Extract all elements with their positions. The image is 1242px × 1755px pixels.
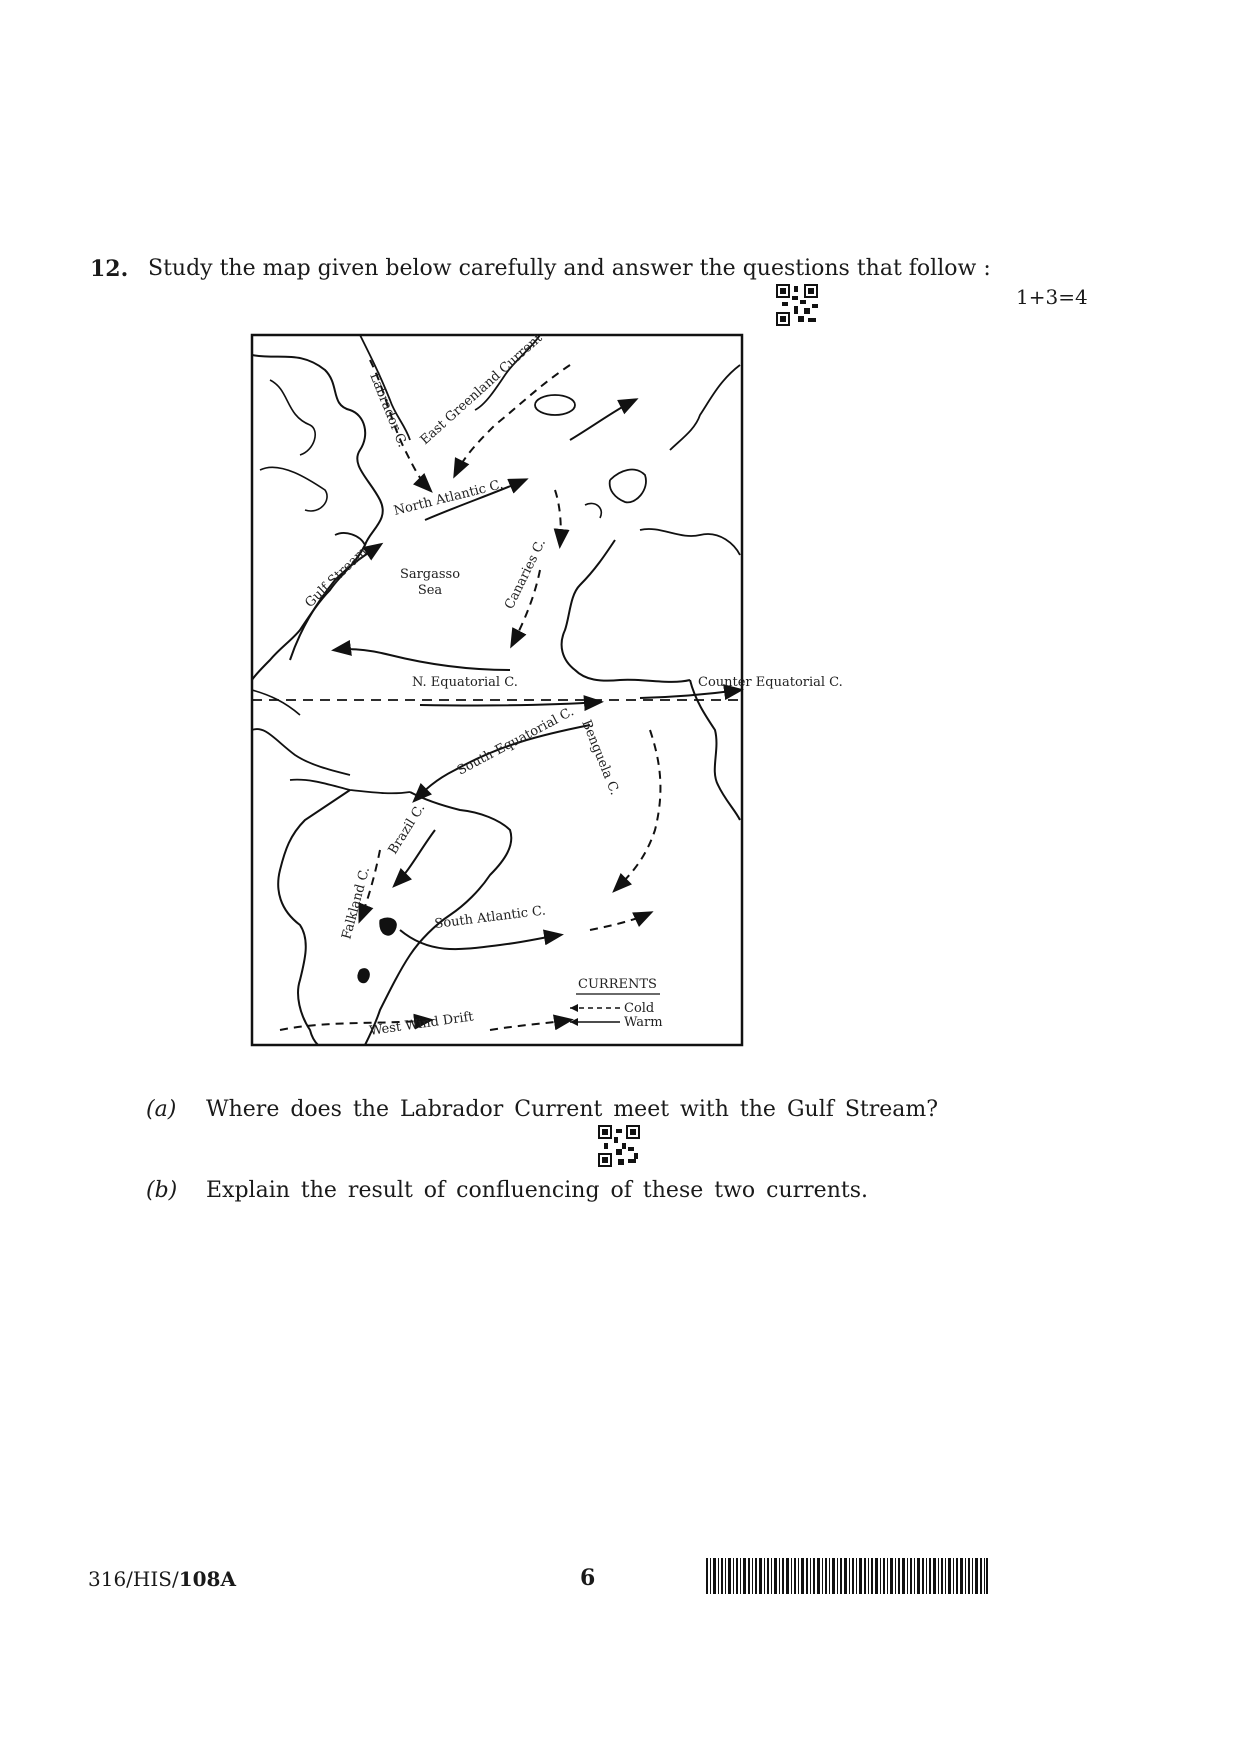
- subquestion-a: [146, 1097, 986, 1127]
- subquestion-a-label: (a): [146, 1097, 177, 1122]
- map-legend: [570, 977, 663, 1030]
- labrador-label: Labrador C.: [366, 370, 410, 450]
- n-equatorial-arrow: [335, 649, 510, 670]
- ocean-currents-map: [240, 330, 955, 1050]
- benguela-label: Benguela C.: [578, 717, 623, 798]
- map-frame: [252, 335, 742, 1045]
- paper-code-prefix: 316/HIS/: [88, 1567, 179, 1591]
- counter-equatorial-arrow: [420, 702, 600, 706]
- south-equatorial-arrow: [415, 725, 590, 800]
- legend-warm-label: Warm: [624, 1015, 663, 1030]
- africa-south-coast: [690, 680, 740, 820]
- subquestion-a-text: Where does the Labrador Current meet with the Gulf Stream?: [206, 1097, 939, 1122]
- sargasso-label-line2: Sea: [417, 583, 443, 598]
- east-greenland-label: East Greenland Current: [417, 330, 546, 448]
- legend-cold-label: Cold: [624, 1001, 655, 1016]
- north-atlantic-label: North Atlantic C.: [392, 477, 505, 519]
- marks-allocation: 1+3=4: [1016, 285, 1088, 309]
- question-text: Study the map given below carefully and answer the questions that follow :: [148, 256, 991, 281]
- west-wind-drift-arrow-2: [490, 1020, 570, 1030]
- south-america-west-coast: [278, 790, 350, 1045]
- qr-code-icon: [598, 1125, 640, 1167]
- brazil-label: Brazil C.: [385, 801, 429, 858]
- east-greenland-arrow: [455, 365, 570, 475]
- subquestion-b-label: (b): [146, 1178, 178, 1203]
- benguela-arrow: [615, 730, 660, 890]
- canaries-label: Canaries C.: [502, 536, 550, 612]
- sargasso-label-line1: Sargasso: [399, 567, 461, 582]
- south-atlantic-arrow-2: [590, 913, 650, 930]
- north-america-coast: [252, 355, 383, 680]
- falkland-label: Falkland C.: [339, 865, 374, 942]
- subquestion-b: [146, 1178, 986, 1208]
- page-number: 6: [580, 1565, 596, 1591]
- paper-code: [88, 1567, 236, 1591]
- legend-title: CURRENTS: [578, 977, 657, 992]
- iceland-island: [535, 395, 575, 415]
- subquestion-b-text: Explain the result of confluencing of these two currents.: [206, 1178, 868, 1203]
- british-isles: [610, 470, 646, 503]
- qr-code-icon: [776, 284, 818, 326]
- question-number: 12.: [90, 256, 129, 282]
- norway-current-arrow: [570, 400, 635, 440]
- n-equatorial-label: N. Equatorial C.: [412, 675, 518, 690]
- counter-equatorial-label: Counter Equatorial C.: [698, 675, 843, 690]
- counter-equatorial-exit-arrow: [640, 690, 740, 698]
- south-equatorial-label: South Equatorial C.: [454, 704, 577, 779]
- south-atlantic-label: South Atlantic C.: [433, 903, 547, 932]
- barcode-icon: [706, 1558, 988, 1594]
- west-wind-drift-label: West Wind Drift: [368, 1009, 475, 1039]
- gulf-stream-label: Gulf Stream: [302, 544, 371, 611]
- canaries-arrow-1: [555, 490, 561, 545]
- africa-west-coast: [562, 540, 690, 682]
- south-atlantic-arrow-1: [400, 930, 560, 949]
- paper-code-bold: 108A: [178, 1567, 236, 1591]
